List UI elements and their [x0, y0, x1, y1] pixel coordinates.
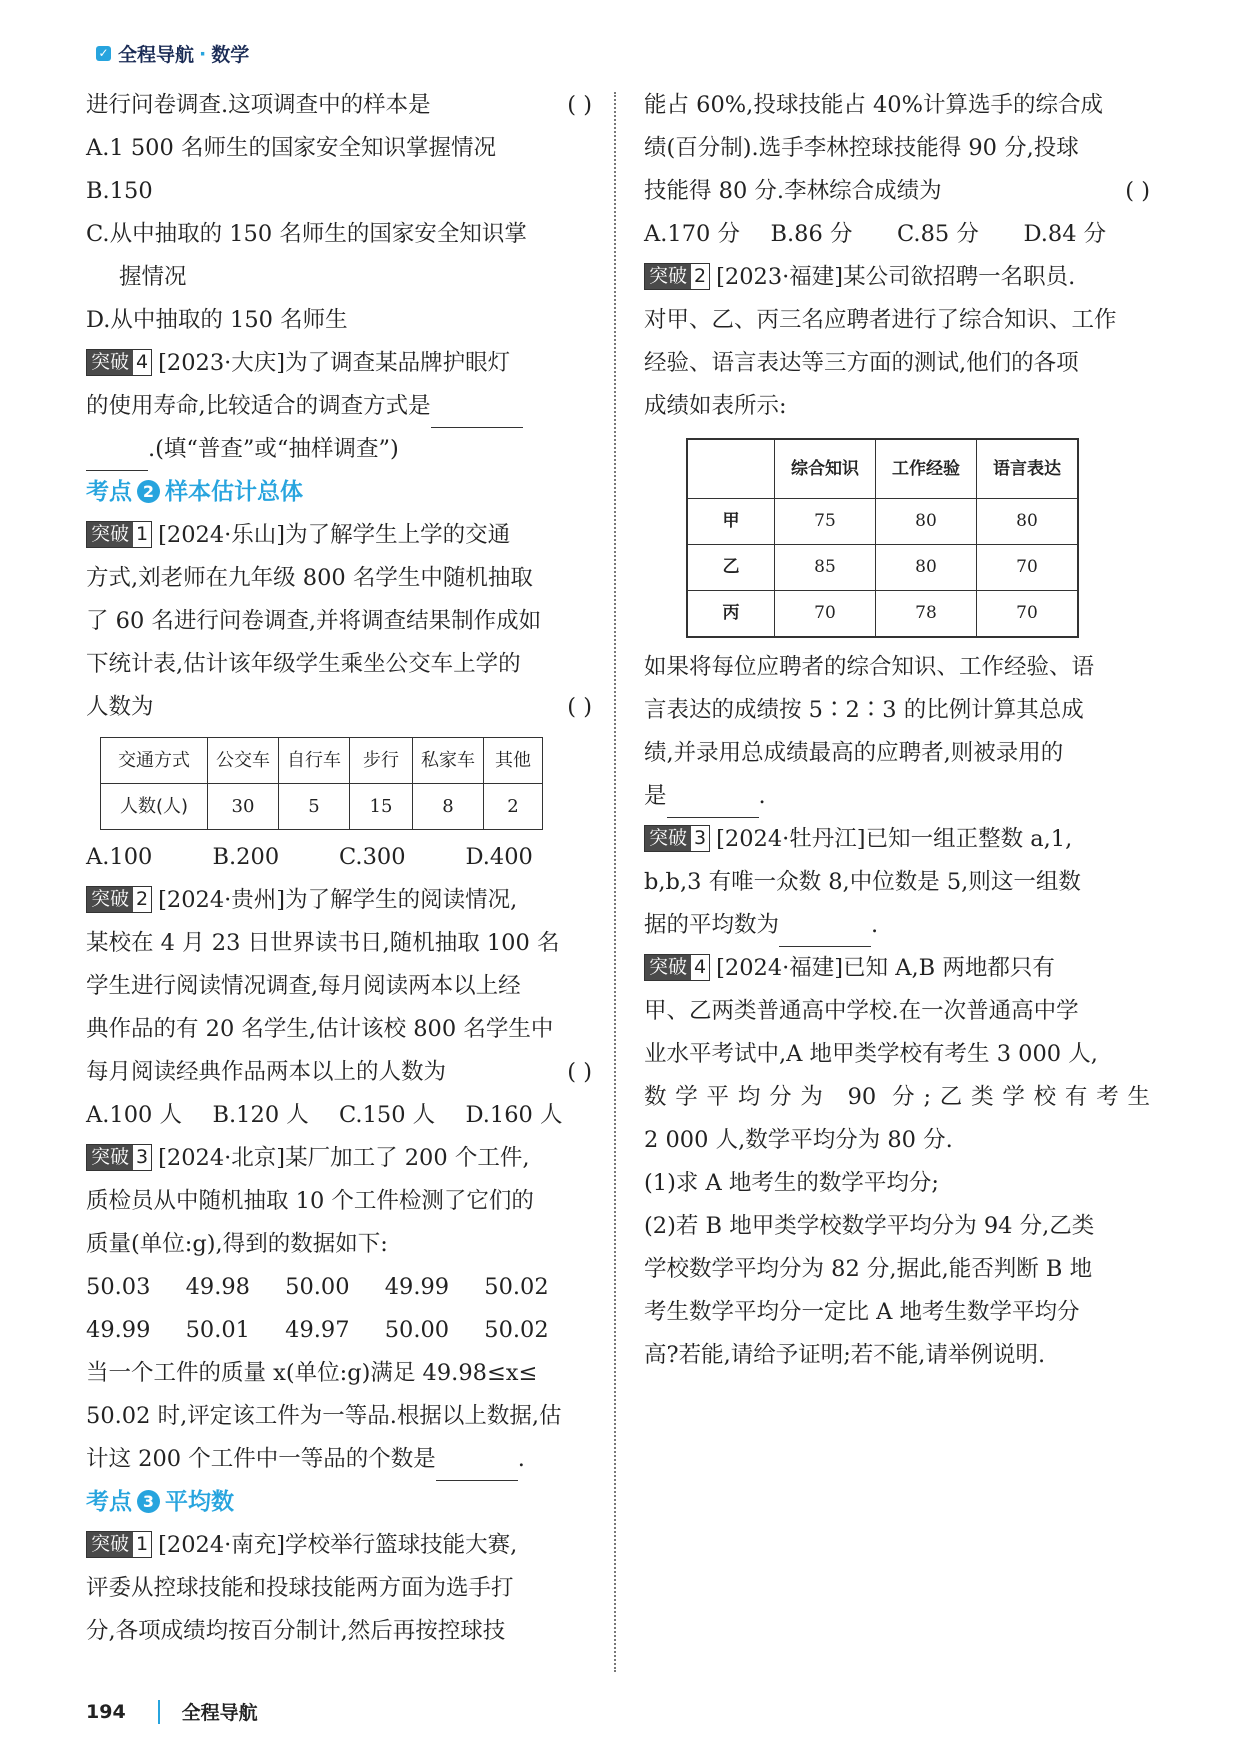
table-header: 步行: [350, 738, 413, 784]
problem-text: 2 000 人,数学平均分为 80 分.: [644, 1127, 953, 1153]
sub-question-2: (2)若 B 地甲类学校数学平均分为 94 分,乙类: [644, 1213, 1095, 1239]
problem-text: 考生数学平均分一定比 A 地考生数学平均分: [644, 1299, 1080, 1325]
option-a: A.100 人: [86, 1102, 182, 1128]
sub-question-1: (1)求 A 地考生的数学平均分;: [644, 1170, 940, 1196]
page-footer: [86, 1698, 258, 1725]
footer-divider: [158, 1700, 160, 1724]
table-header: 其他: [484, 738, 543, 784]
problem-text: 经验、语言表达等三方面的测试,他们的各项: [644, 350, 1079, 376]
problem-text: 下统计表,估计该年级学生乘坐公交车上学的: [86, 651, 521, 677]
problem-line: [86, 1051, 592, 1094]
answer-blank: [667, 791, 759, 818]
transport-table: [100, 737, 543, 830]
table-row-header: 人数(人): [101, 784, 208, 830]
problem-text: 言表达的成绩按 5∶2∶3 的比例计算其总成: [644, 697, 1084, 723]
problem-text: 技能得 80 分.李林综合成绩为: [644, 178, 942, 204]
problem-s3-3: [644, 818, 1150, 861]
tupo-badge: [644, 263, 710, 290]
answer-bracket: ( ): [567, 92, 592, 118]
option-b: B.150: [86, 178, 153, 204]
column-divider: [614, 92, 616, 1672]
problem-text: 是: [644, 783, 667, 809]
option-a: A.100: [86, 844, 153, 870]
table-row-header: 乙: [687, 545, 775, 591]
data-row: 50.03 49.98 50.00 49.99 50.02: [86, 1274, 549, 1300]
left-column: [86, 84, 592, 1653]
badge-label: 突破: [645, 955, 691, 980]
option-c-cont: 握情况: [119, 264, 187, 290]
problem-text: 50.02 时,评定该工件为一等品.根据以上数据,估: [86, 1403, 562, 1429]
table-cell: 30: [208, 784, 279, 830]
answer-blank: [431, 401, 523, 428]
options-row: [86, 836, 592, 879]
problem-text: [2023·福建]某公司欲招聘一名职员.: [716, 264, 1076, 290]
badge-number: 3: [694, 827, 707, 849]
section-number: 2: [137, 480, 160, 503]
problem-text: 对甲、乙、丙三名应聘者进行了综合知识、工作: [644, 307, 1117, 333]
section-title: 平均数: [165, 1489, 234, 1515]
problem-text: 方式,刘老师在九年级 800 名学生中随机抽取: [86, 565, 533, 591]
table-cell: 80: [977, 499, 1079, 545]
table-row-header: 甲: [687, 499, 775, 545]
option-a: A.170 分: [644, 221, 740, 247]
problem-text: 能占 60%,投球技能占 40%计算选手的综合成: [644, 92, 1103, 118]
problem-line: [86, 1438, 592, 1481]
book-title: 全程导航: [118, 44, 195, 66]
problem-text: 某校在 4 月 23 日世界读书日,随机抽取 100 名: [86, 930, 560, 956]
option-b: B.120 人: [212, 1102, 309, 1128]
section-heading-2: [86, 471, 592, 514]
answer-bracket: ( ): [1125, 178, 1150, 204]
problem-text: 分,各项成绩均按百分制计,然后再按控球技: [86, 1618, 506, 1644]
problem-text: 绩(百分制).选手李林控球技能得 90 分,投球: [644, 135, 1079, 161]
table-row: [687, 439, 1078, 499]
option-b: B.200: [212, 844, 280, 870]
option-d: D.84 分: [1023, 221, 1107, 247]
problem-text: 高?若能,请给予证明;若不能,请举例说明.: [644, 1342, 1046, 1368]
problem-text: 质量(单位:g),得到的数据如下:: [86, 1231, 388, 1257]
tupo-badge: [86, 1144, 152, 1171]
section-heading-3: [86, 1481, 592, 1524]
table-cell: 70: [977, 591, 1079, 638]
option-a: A.1 500 名师生的国家安全知识掌握情况: [86, 135, 496, 161]
problem-text: 了 60 名进行问卷调查,并将调查结果制作成如: [86, 608, 542, 634]
problem-text: 数学平均分为 90 分;乙类学校有考生: [644, 1084, 1150, 1110]
answer-blank: [86, 444, 148, 471]
question-line: [86, 84, 592, 127]
problem-text: [2024·牡丹江]已知一组正整数 a,1,: [716, 826, 1073, 852]
badge-label: 突破: [87, 887, 133, 912]
problem-s3-1: [86, 1524, 592, 1567]
section-number: 3: [137, 1490, 160, 1513]
problem-text: 甲、乙两类普通高中学校.在一次普通高中学: [644, 998, 1079, 1024]
tupo-badge: [644, 954, 710, 981]
problem-text: .: [871, 912, 879, 938]
problem-s2-3: [86, 1137, 592, 1180]
option-c: C.85 分: [897, 221, 979, 247]
tupo-badge: [86, 1531, 152, 1558]
problem-text: 计这 200 个工件中一等品的个数是: [86, 1446, 436, 1472]
problem-s3-4: [644, 947, 1150, 990]
options-row: [644, 213, 1150, 256]
tupo-badge: [644, 825, 710, 852]
footer-book-title: 全程导航: [181, 1702, 258, 1724]
problem-line: [86, 428, 592, 471]
subject-title: 数学: [211, 44, 250, 66]
answer-blank: [436, 1454, 518, 1481]
badge-number: 1: [136, 1533, 149, 1555]
badge-number: 3: [136, 1146, 149, 1168]
option-d: D.160 人: [465, 1102, 563, 1128]
problem-line: [644, 170, 1150, 213]
question-text: 进行问卷调查.这项调查中的样本是: [86, 92, 431, 118]
problem-text: 质检员从中随机抽取 10 个工件检测了它们的: [86, 1188, 534, 1214]
problem-tupo-4: [86, 342, 592, 385]
problem-text: [2024·北京]某厂加工了 200 个工件,: [158, 1145, 530, 1171]
table-header: 综合知识: [775, 439, 876, 499]
check-icon: ✓: [96, 46, 111, 61]
problem-s2-2: [86, 879, 592, 922]
table-row: [687, 545, 1078, 591]
table-row: [687, 499, 1078, 545]
problem-text: 据的平均数为: [644, 912, 780, 938]
problem-line: [86, 385, 592, 428]
badge-label: 突破: [87, 522, 133, 547]
problem-text: .: [517, 1446, 525, 1472]
page-number: 194: [86, 1700, 126, 1723]
table-row: [101, 738, 543, 784]
table-cell: 85: [775, 545, 876, 591]
badge-number: 2: [694, 265, 707, 287]
problem-text: 当一个工件的质量 x(单位:g)满足 49.98≤x≤: [86, 1360, 538, 1386]
badge-number: 4: [136, 351, 149, 373]
options-row: [86, 1094, 592, 1137]
table-cell: 70: [775, 591, 876, 638]
problem-text: 绩,并录用总成绩最高的应聘者,则被录用的: [644, 740, 1064, 766]
problem-text: 人数为: [86, 694, 154, 720]
header-dot: ·: [199, 42, 207, 65]
badge-label: 突破: [87, 1145, 133, 1170]
table-row: [687, 591, 1078, 638]
answer-bracket: ( ): [567, 1059, 592, 1085]
table-cell: 15: [350, 784, 413, 830]
table-cell: 70: [977, 545, 1079, 591]
problem-text: 业水平考试中,A 地甲类学校有考生 3 000 人,: [644, 1041, 1098, 1067]
answer-bracket: ( ): [567, 694, 592, 720]
table-header: 交通方式: [101, 738, 208, 784]
table-row-header: 丙: [687, 591, 775, 638]
right-column: [644, 84, 1150, 1377]
problem-text: 的使用寿命,比较适合的调查方式是: [86, 393, 431, 419]
problem-text: [2024·南充]学校举行篮球技能大赛,: [158, 1532, 518, 1558]
section-title: 样本估计总体: [165, 479, 303, 505]
problem-text: 成绩如表所示:: [644, 393, 787, 419]
badge-label: 突破: [645, 264, 691, 289]
table-cell: 75: [775, 499, 876, 545]
badge-number: 4: [694, 956, 707, 978]
page-header: [96, 40, 249, 67]
option-c: C.从中抽取的 150 名师生的国家安全知识掌: [86, 221, 527, 247]
table-cell: 8: [413, 784, 484, 830]
badge-number: 1: [136, 523, 149, 545]
section-prefix: 考点: [86, 479, 132, 505]
problem-text: 评委从控球技能和投球技能两方面为选手打: [86, 1575, 514, 1601]
section-prefix: 考点: [86, 1489, 132, 1515]
tupo-badge: [86, 349, 152, 376]
problem-s2-1: [86, 514, 592, 557]
table-header: 自行车: [279, 738, 350, 784]
problem-text: [2024·乐山]为了解学生上学的交通: [158, 522, 511, 548]
tupo-badge: [86, 521, 152, 548]
table-header: 语言表达: [977, 439, 1079, 499]
data-row: 49.99 50.01 49.97 50.00 50.02: [86, 1317, 549, 1343]
option-d: D.400: [465, 844, 533, 870]
table-corner: [687, 439, 775, 499]
badge-label: 突破: [645, 826, 691, 851]
problem-text: 典作品的有 20 名学生,估计该校 800 名学生中: [86, 1016, 554, 1042]
problem-text: .(填“普查”或“抽样调查”): [148, 436, 399, 462]
table-cell: 78: [876, 591, 977, 638]
option-c: C.300: [339, 844, 406, 870]
badge-label: 突破: [87, 1532, 133, 1557]
answer-blank: [779, 920, 871, 947]
option-b: B.86 分: [770, 221, 853, 247]
problem-text: .: [758, 783, 766, 809]
option-c: C.150 人: [339, 1102, 436, 1128]
badge-label: 突破: [87, 350, 133, 375]
problem-text: 学生进行阅读情况调查,每月阅读两本以上经: [86, 973, 521, 999]
problem-text: 学校数学平均分为 82 分,据此,能否判断 B 地: [644, 1256, 1093, 1282]
problem-s3-2: [644, 256, 1150, 299]
badge-number: 2: [136, 888, 149, 910]
table-cell: 80: [876, 545, 977, 591]
problem-text: 如果将每位应聘者的综合知识、工作经验、语: [644, 654, 1095, 680]
problem-text: 每月阅读经典作品两本以上的人数为: [86, 1059, 447, 1085]
table-header: 私家车: [413, 738, 484, 784]
problem-text: b,b,3 有唯一众数 8,中位数是 5,则这一组数: [644, 869, 1081, 895]
applicant-score-table: [686, 438, 1079, 638]
table-row: [101, 784, 543, 830]
option-d: D.从中抽取的 150 名师生: [86, 307, 348, 333]
problem-text: [2023·大庆]为了调查某品牌护眼灯: [158, 350, 511, 376]
table-cell: 5: [279, 784, 350, 830]
table-cell: 80: [876, 499, 977, 545]
table-header: 工作经验: [876, 439, 977, 499]
problem-text: [2024·贵州]为了解学生的阅读情况,: [158, 887, 518, 913]
problem-text: [2024·福建]已知 A,B 两地都只有: [716, 955, 1055, 981]
problem-line: [86, 686, 592, 729]
tupo-badge: [86, 886, 152, 913]
table-header: 公交车: [208, 738, 279, 784]
table-cell: 2: [484, 784, 543, 830]
problem-line: [644, 904, 1150, 947]
problem-line: [644, 775, 1150, 818]
